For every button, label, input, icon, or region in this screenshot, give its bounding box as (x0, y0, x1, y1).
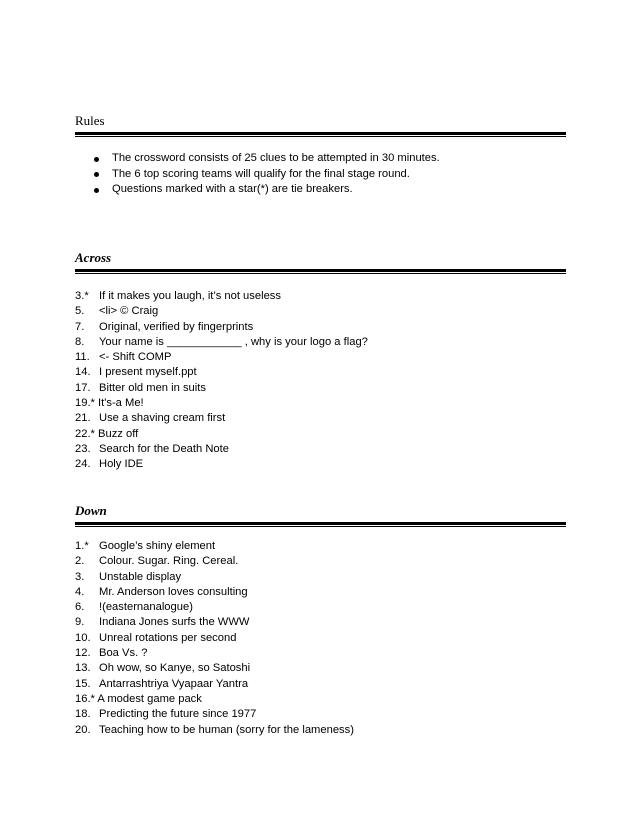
clue-text: Teaching how to be human (sorry for the lameness) (99, 723, 354, 736)
heading-rule (75, 269, 566, 272)
bullet-icon (94, 172, 99, 177)
heading-rule-thin (75, 136, 566, 137)
rules-section-heading (75, 113, 566, 137)
clue-number: 23. (75, 442, 91, 455)
clue-number: 2. (75, 555, 85, 568)
clue-text: 22.* Buzz off (75, 427, 139, 440)
clue-number: 14. (75, 366, 91, 379)
clue-text: Indiana Jones surfs the WWW (99, 616, 250, 629)
clue-text: I present myself.ppt (99, 366, 197, 379)
rules-list-item: The crossword consists of 25 clues to be attempted in 30 minutes. (92, 151, 440, 167)
rules-list (92, 151, 440, 198)
across-heading-text: Across (75, 250, 112, 265)
clue-number: 12. (75, 647, 91, 660)
down-section-heading (75, 503, 566, 527)
clue-text: Mr. Anderson loves consulting (99, 585, 248, 598)
clue-text: Google’s shiny element (99, 540, 216, 552)
clue-number: 4. (75, 585, 85, 598)
clue-number: 15. (75, 677, 91, 690)
clue-text: Bitter old men in suits (99, 381, 206, 394)
clue-text: Antarrashtriya Vyapaar Yantra (99, 677, 249, 690)
heading-rule-thin (75, 526, 566, 527)
clue-number: 11. (75, 351, 90, 364)
clue-number: 3. (75, 570, 85, 583)
clue-number: 17. (75, 381, 91, 394)
rules-list-item: Questions marked with a star(*) are tie breakers. (92, 182, 440, 198)
down-heading-text: Down (75, 503, 107, 518)
clue-text: Use a shaving cream first (99, 412, 226, 425)
clue-number: 5. (75, 305, 85, 318)
clue-text: Search for the Death Note (99, 442, 229, 455)
clue-number: 10. (75, 631, 91, 644)
clue-number: 24. (75, 458, 91, 471)
rules-list-item: The 6 top scoring teams will qualify for the final stage round. (92, 167, 440, 183)
bullet-icon (94, 188, 99, 193)
clue-number: 7. (75, 320, 85, 333)
clue-number: 8. (75, 335, 85, 348)
clue-number: 20. (75, 723, 91, 736)
clue-text: Original, verified by fingerprints (99, 320, 254, 333)
clue-text: Oh wow, so Kanye, so Satoshi (99, 662, 251, 675)
clue-text: Colour. Sugar. Ring. Cereal. (99, 555, 239, 568)
clue-text: Unreal rotations per second (99, 631, 237, 644)
clue-text: <- Shift COMP (99, 351, 172, 364)
clue-text: Unstable display (99, 570, 182, 583)
clue-text: !(easternanalogue) (99, 601, 193, 614)
clue-text: Your name is ____________ , why is your logo a flag? (99, 335, 368, 348)
clue-text: Predicting the future since 1977 (99, 708, 257, 721)
clue-text: 16.* A modest game pack (75, 692, 202, 705)
clue-text: If it makes you laugh, it’s not useless (99, 290, 281, 302)
clue-number: 3.* (75, 290, 89, 302)
clue-number: 13. (75, 662, 91, 675)
clue-text: 19.* It's-a Me! (75, 397, 144, 410)
heading-rule-thin (75, 273, 566, 274)
clue-text: Boa Vs. ? (99, 647, 148, 660)
heading-rule (75, 132, 566, 135)
bullet-icon (94, 157, 99, 162)
clue-number: 6. (75, 601, 85, 614)
clue-number: 18. (75, 708, 91, 721)
clue-text: <li> © Craig (99, 305, 159, 318)
heading-rule (75, 522, 566, 525)
clue-text: Holy IDE (99, 458, 144, 471)
clue-number: 21. (75, 412, 91, 425)
clue-number: 9. (75, 616, 85, 629)
clue-number: 1.* (75, 540, 89, 552)
across-section-heading (75, 250, 566, 274)
rules-heading-text: Rules (75, 113, 105, 128)
